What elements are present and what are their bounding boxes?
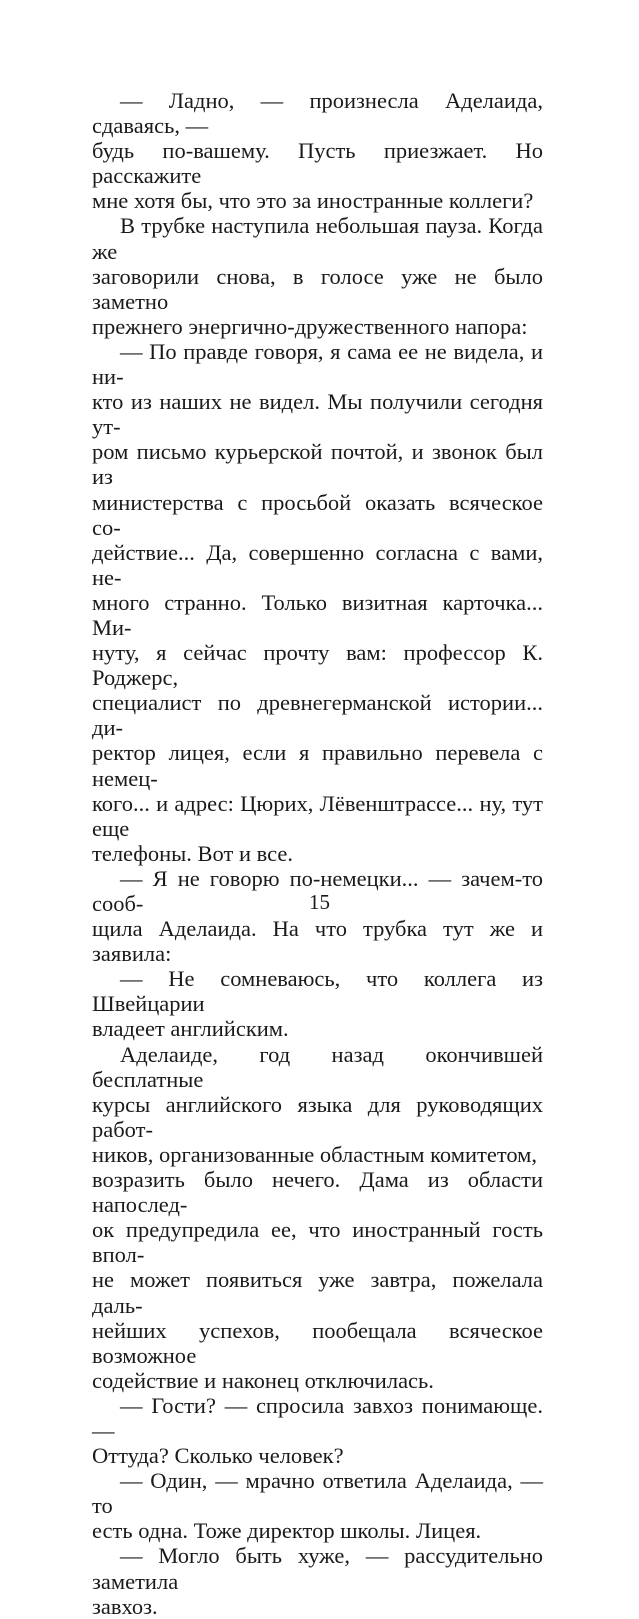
paragraph-4: — Я не говорю по-немецки... — зачем-то сооб- щила Аделаида. На что трубка тут же и заявила: bbox=[92, 865, 543, 967]
paragraph-2: В трубке наступила небольшая пауза. Когда же заговорили снова, в голосе уже не было заметно прежнего энергично-дружественного напора: bbox=[92, 213, 543, 339]
paragraph-3: — По правде говоря, я сама ее не видела, и ни- кто из наших не видел. Мы получили сегодня ут- ром письмо курьерской почтой, и звонок был из министерства с просьбой оказать всяческое со- действие... Да, совершенно согласна с вами, не- много странно. Только визитная карточка... Ми- нуту, я сейчас прочту вам: профессор К. Роджерс, специалист по древнегерманской истории... ди- ректор лицея, если я правильно перевела с немец- кого... и адрес: Цюрих, Лёвенштрассе... ну, тут еще телефоны. Вот и все. bbox=[92, 338, 543, 866]
paragraph-8: — Один, — мрачно ответила Аделаида, — то есть одна. Тоже директор школы. Лицея. bbox=[92, 1468, 543, 1544]
body-text bbox=[92, 88, 543, 1619]
page-number: 15 bbox=[309, 890, 330, 914]
paragraph-7: — Гости? — спросила завхоз понимающе. — Оттуда? Сколько человек? bbox=[92, 1392, 543, 1469]
paragraph-1: — Ладно, — произнесла Аделаида, сдаваясь, — будь по-вашему. Пусть приезжает. Но расскажите мне хотя бы, что это за иностранные коллеги? bbox=[92, 88, 543, 214]
paragraph-6: Аделаиде, год назад окончившей бесплатные курсы английского языка для руководящих работ- ников, организованные областным комитетом, возразить было нечего. Дама из области напослед- ок предупредила ее, что иностранный гость впол- не может появиться уже завтра, пожелала даль- нейших успехов, пообещала всяческое возможное содействие и наконец отключилась. bbox=[92, 1041, 543, 1393]
paragraph-9: — Могло быть хуже, — рассудительно заметила завхоз. bbox=[92, 1543, 543, 1619]
paragraph-5: — Не сомневаюсь, что коллега из Швейцарии владеет английским. bbox=[92, 966, 543, 1042]
